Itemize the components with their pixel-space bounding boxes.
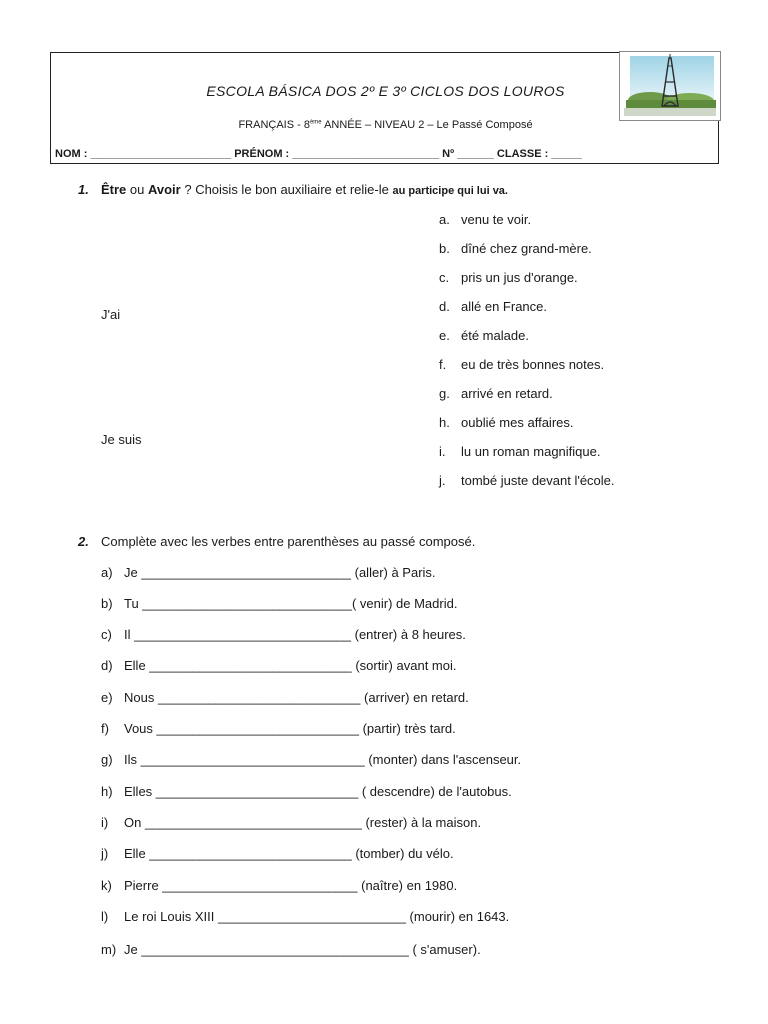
option-item: a. venu te voir. — [439, 212, 532, 227]
fill-item: d) Elle ____________________________ (sortir) avant moi. — [101, 658, 457, 673]
option-item: g. arrivé en retard. — [439, 386, 553, 401]
fill-item: h) Elles ____________________________ ( descendre) de l'autobus. — [101, 784, 512, 799]
eiffel-tower-icon — [620, 52, 718, 118]
option-item: b. dîné chez grand-mère. — [439, 241, 592, 256]
fill-item: k) Pierre ___________________________ (naître) en 1980. — [101, 878, 458, 893]
worksheet-subtitle: FRANÇAIS - 8ème ANNÉE – NIVEAU 2 – Le Passé Composé — [238, 119, 533, 131]
fill-item: a) Je _____________________________ (aller) à Paris. — [101, 565, 436, 580]
fill-item: c) Il ______________________________ (entrer) à 8 heures. — [101, 627, 466, 642]
fill-item: f) Vous ____________________________ (partir) très tard. — [101, 721, 456, 736]
worksheet-header — [50, 52, 719, 164]
option-item: j. tombé juste devant l'école. — [439, 473, 615, 488]
option-item: f. eu de très bonnes notes. — [439, 357, 605, 372]
fill-item: e) Nous ____________________________ (arriver) en retard. — [101, 690, 469, 705]
question-2-number: 2. — [78, 534, 89, 549]
option-item: e. été malade. — [439, 328, 529, 343]
student-info-line: NOM : _______________________ PRÉNOM : ________________________ Nº ______ CLASSE : _____ — [55, 148, 582, 160]
fill-item: l) Le roi Louis XIII __________________________ (mourir) en 1643. — [101, 909, 510, 924]
stem-je-suis: Je suis — [101, 432, 142, 447]
option-item: c. pris un jus d'orange. — [439, 270, 578, 285]
school-name: ESCOLA BÁSICA DOS 2º E 3º CICLOS DOS LOUROS — [206, 83, 565, 99]
fill-item: j) Elle ____________________________ (tomber) du vélo. — [101, 846, 454, 861]
option-item: d. allé en France. — [439, 299, 547, 314]
fill-item: i) On ______________________________ (rester) à la maison. — [101, 815, 482, 830]
question-1-instruction: Être ou Avoir ? Choisis le bon auxiliaire et relie-le au participe qui lui va. — [101, 182, 508, 197]
fill-item: g) Ils _______________________________ (monter) dans l'ascenseur. — [101, 752, 522, 767]
fill-item: b) Tu _____________________________( venir) de Madrid. — [101, 596, 458, 611]
question-2-instruction: Complète avec les verbes entre parenthèses au passé composé. — [101, 534, 476, 549]
option-item: h. oublié mes affaires. — [439, 415, 574, 430]
question-1-number: 1. — [78, 182, 89, 197]
stem-jai: J'ai — [101, 307, 121, 322]
fill-item: m) Je _____________________________________ ( s'amuser). — [101, 942, 481, 957]
option-item: i. lu un roman magnifique. — [439, 444, 601, 459]
eiffel-tower-image — [619, 51, 721, 121]
